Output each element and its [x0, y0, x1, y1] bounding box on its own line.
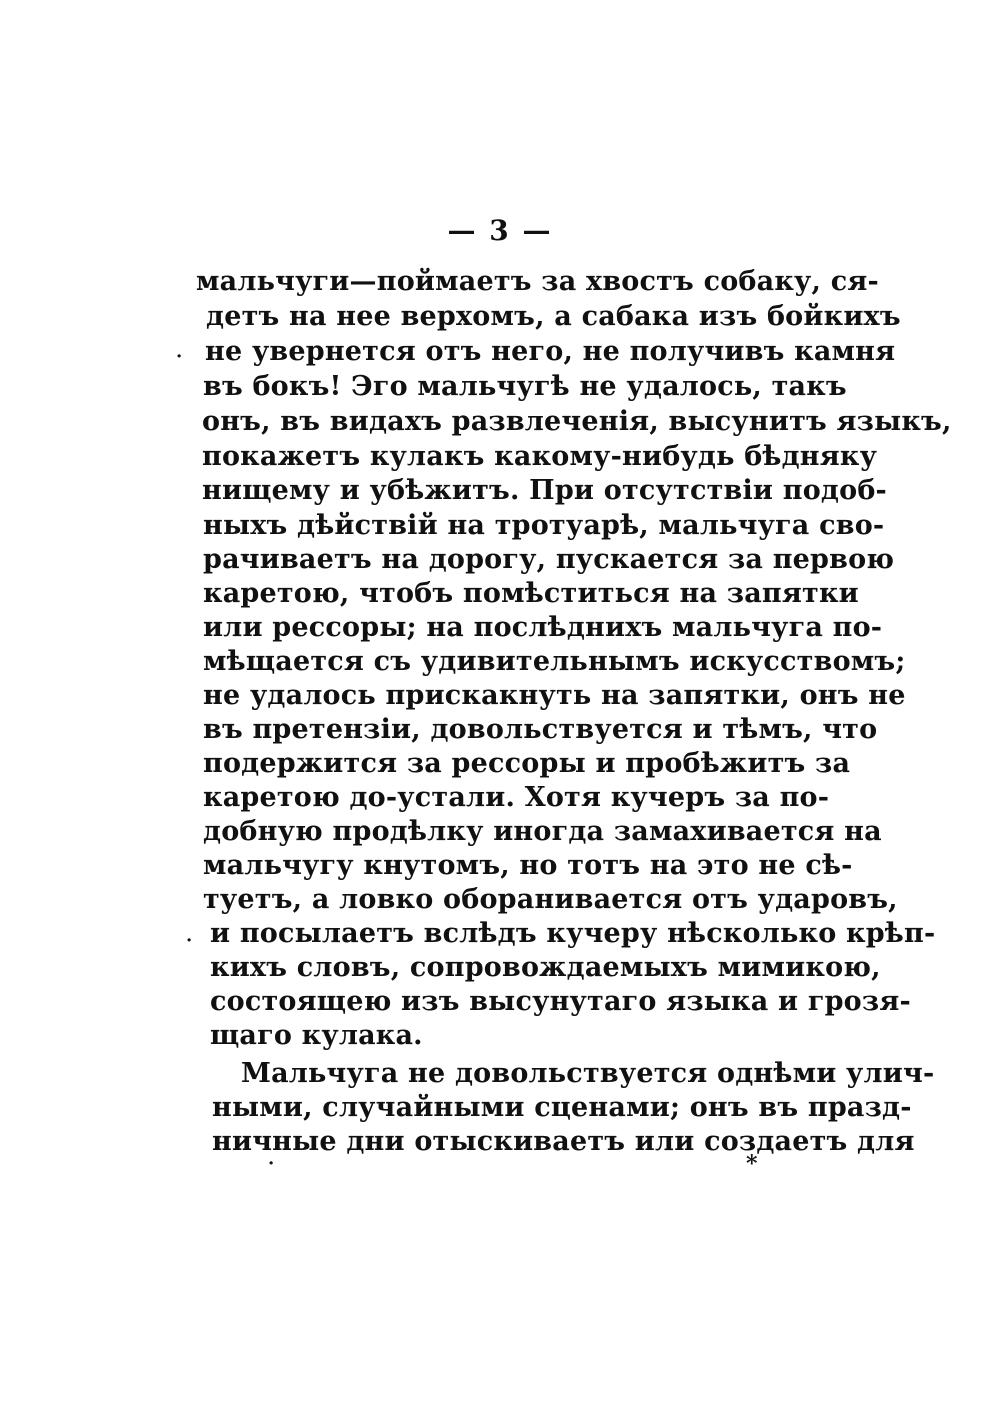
- text-line: и посылаетъ вслѣдъ кучеру нѣсколько крѣп-: [210, 918, 936, 949]
- stray-speck: ·: [186, 930, 193, 951]
- text-line: щаго кулака.: [210, 1020, 423, 1051]
- text-line: нищему и убѣжитъ. При отсутствіи подоб-: [202, 475, 887, 506]
- text-line: кихъ словъ, сопровождаемыхъ мимикою,: [210, 952, 881, 983]
- asterisk-mark: *: [746, 1151, 758, 1177]
- text-line: детъ на нее верхомъ, а сабака изъ бойкихъ: [206, 301, 901, 332]
- text-line: состоящею изъ высунутаго языка и грозя-: [210, 986, 911, 1017]
- text-line: мѣщается съ удивительнымъ искусствомъ;: [203, 646, 906, 677]
- text-line: добную продѣлку иногда замахивается на: [203, 816, 882, 847]
- text-line: не увернется отъ него, не получивъ камня: [205, 336, 896, 367]
- text-line: туетъ, а ловко оборанивается отъ ударовъ,: [203, 884, 898, 915]
- text-line: каретою, чтобъ помѣститься на запятки: [203, 578, 859, 609]
- text-line: въ претензіи, довольствуется и тѣмъ, что: [203, 714, 878, 745]
- page-number: — 3 —: [447, 214, 553, 247]
- text-line: или рессоры; на послѣднихъ мальчуга по-: [203, 612, 883, 643]
- stray-speck: ·: [176, 346, 183, 367]
- text-line: онъ, въ видахъ развлеченія, высунитъ языкъ,: [202, 406, 952, 437]
- text-line: подержится за рессоры и пробѣжитъ за: [203, 748, 851, 779]
- text-line: покажетъ кулакъ какому-нибудь бѣдняку: [202, 441, 878, 472]
- text-line: ничные дни отыскиваетъ или создаетъ для: [212, 1126, 915, 1157]
- text-line: рачиваетъ на дорогу, пускается за первою: [203, 544, 895, 575]
- text-line: ныхъ дѣйствій на тротуарѣ, мальчуга сво-: [203, 510, 885, 541]
- text-line: не удалось прискакнуть на запятки, онъ не: [203, 680, 906, 711]
- text-line: мальчуги—поймаетъ за хвостъ собаку, ся-: [196, 266, 879, 297]
- text-line: Мальчуга не довольствуется однѣми улич-: [241, 1058, 935, 1089]
- text-line: мальчугу кнутомъ, но тотъ на это не сѣ-: [203, 850, 853, 881]
- text-line: каретою до-устали. Хотя кучеръ за по-: [203, 782, 830, 813]
- text-line: въ бокъ! Эго мальчугѣ не удалось, такъ: [203, 371, 847, 402]
- text-line: ными, случайными сценами; онъ въ празд-: [212, 1092, 912, 1123]
- stray-speck: ·: [268, 1153, 275, 1174]
